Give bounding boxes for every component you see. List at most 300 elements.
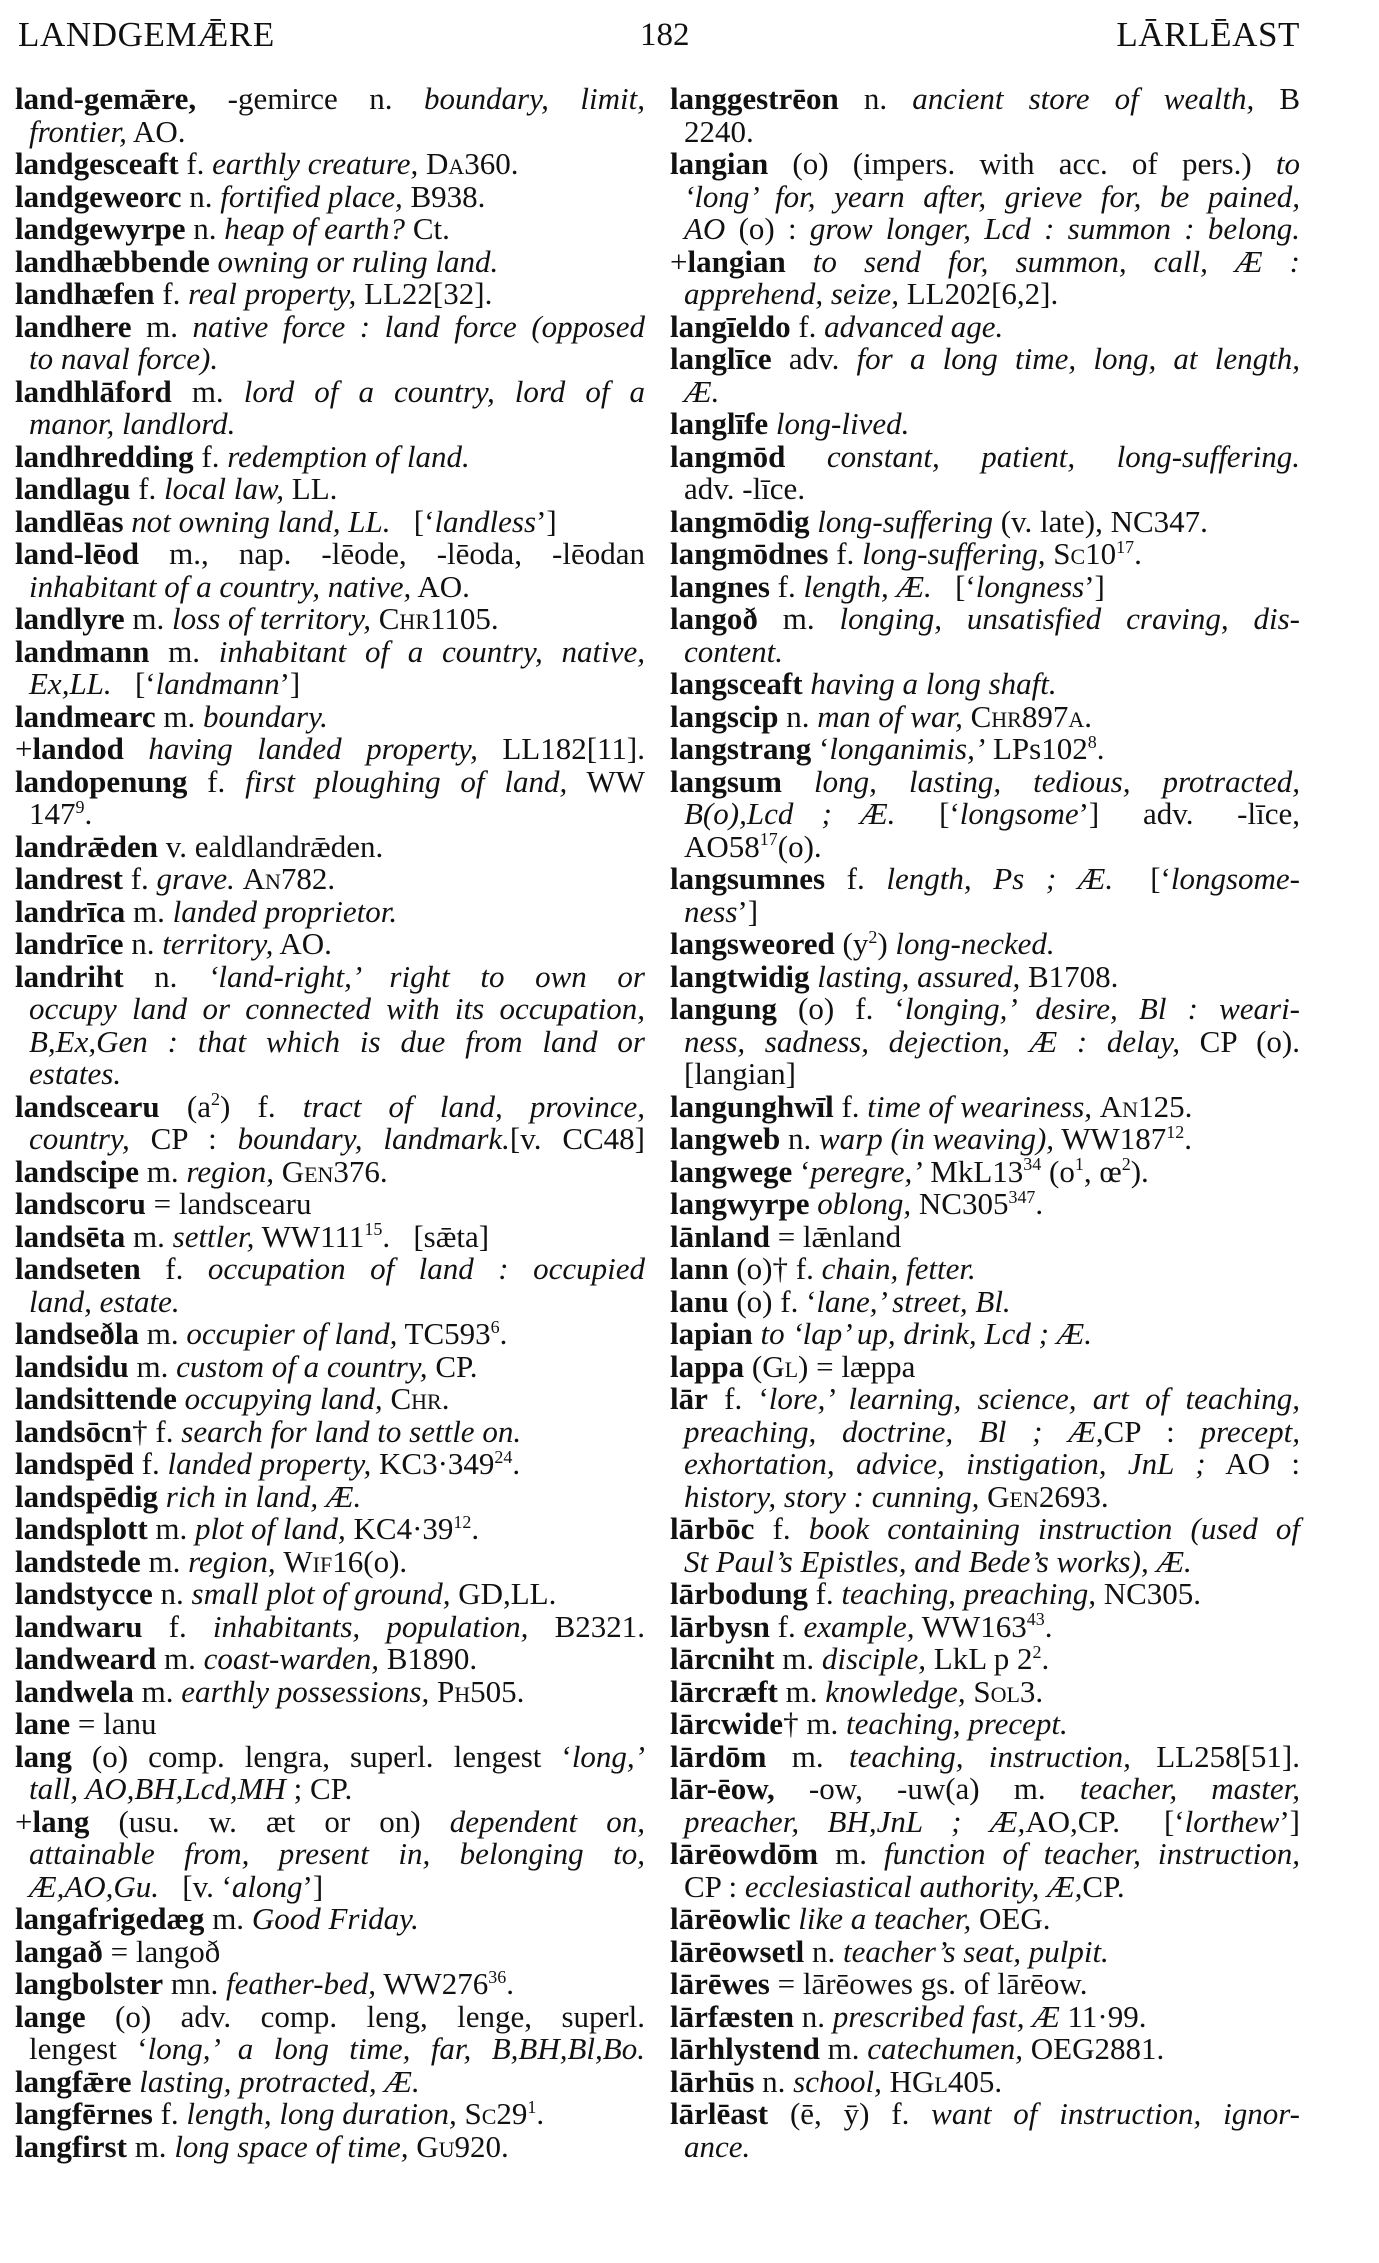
roman-text: LL22[32]. (356, 276, 493, 311)
entry-line (15, 178, 645, 214)
entry-line (670, 1478, 1300, 1514)
roman-text: LL182[11]. (477, 731, 645, 766)
roman-text: . (1035, 1186, 1044, 1221)
italic-gloss: B,Ex,Gen : that which is due from land or (29, 1023, 645, 1059)
italic-gloss: length, long duration, (186, 2096, 457, 2131)
small-caps-reference: Gl (762, 1348, 799, 1384)
dictionary-entry (15, 698, 645, 734)
dictionary-entry (15, 1578, 645, 1611)
headword: lane (15, 1706, 71, 1741)
roman-text: mn. (163, 1966, 226, 2001)
dictionary-entry (670, 668, 1300, 701)
italic-gloss: longanimis,’ (829, 731, 986, 766)
italic-gloss: lorthew (1184, 1803, 1280, 1839)
italic-gloss: small plot of ground, (191, 1576, 451, 1611)
small-caps-reference: Sol (973, 1673, 1020, 1709)
roman-text: . (441, 1381, 450, 1416)
headword: landsidu (15, 1348, 129, 1384)
italic-gloss: to (1275, 146, 1300, 181)
dictionary-entry (670, 993, 1300, 1091)
entry-line (670, 603, 1300, 636)
roman-text: f. (807, 1576, 842, 1611)
dictionary-entry (670, 1218, 1300, 1254)
italic-gloss: teacher’s seat, pulpit. (843, 1933, 1109, 1969)
italic-gloss: prescribed fast, Æ (832, 1998, 1060, 2034)
headword: langfirst (15, 2128, 127, 2164)
headword: langian (670, 146, 769, 181)
dictionary-entry (15, 2098, 645, 2131)
dictionary-entry (15, 863, 645, 896)
italic-gloss: landed property, (167, 1446, 372, 1481)
entry-line (15, 893, 645, 929)
headword: landscipe (15, 1153, 140, 1189)
headword: langian (687, 243, 786, 279)
entry-line (670, 1513, 1300, 1546)
roman-text: m. (139, 1316, 187, 1351)
roman-text: m. (125, 1218, 173, 1254)
roman-text: 360. (464, 146, 519, 181)
dictionary-entry (670, 1188, 1300, 1221)
dictionary-entry (15, 1218, 645, 1254)
headword: langfērnes (15, 2096, 153, 2131)
roman-text (235, 861, 243, 896)
dictionary-entry (15, 763, 646, 831)
italic-gloss: ness (684, 893, 738, 929)
superscript: 36 (488, 1966, 507, 1987)
italic-gloss: warp (in weaving), (819, 1121, 1055, 1156)
italic-gloss: occupy land or connected with its occupation, (29, 991, 645, 1026)
roman-text: . (1044, 1608, 1053, 1644)
headword: landopenung (15, 763, 188, 799)
roman-text: (o)† f. (728, 1251, 822, 1286)
italic-gloss: longsome- (1170, 861, 1300, 896)
roman-text: 125. (1138, 1088, 1193, 1124)
italic-gloss: teaching, precept. (845, 1706, 1068, 1741)
roman-text: = lārēowes gs. of lārēow. (769, 1966, 1088, 2001)
roman-text: m. (147, 1511, 196, 1546)
roman-text: [‘ (111, 666, 156, 701)
entry-line (670, 1348, 1300, 1384)
headword: landsittende (15, 1381, 177, 1416)
roman-text: = lanu (70, 1706, 157, 1741)
italic-gloss: Ex,LL. (29, 666, 112, 701)
superscript: 12 (1166, 1121, 1185, 1142)
headword: lārbodung (670, 1576, 808, 1611)
roman-text: n. (152, 1576, 192, 1611)
entry-line (15, 603, 645, 636)
roman-text: TC593 (397, 1316, 491, 1351)
italic-gloss: grave. (156, 861, 235, 896)
roman-text: 1105. (430, 601, 499, 636)
italic-gloss: teaching, instruction, (848, 1738, 1131, 1774)
italic-gloss: earthly possessions, (181, 1673, 430, 1709)
dictionary-entry (670, 1643, 1300, 1676)
roman-text: 10 (1085, 536, 1117, 571)
roman-text: . [sǣta] (382, 1218, 490, 1254)
dictionary-entry (15, 83, 645, 148)
roman-text: m. (777, 1673, 826, 1709)
italic-gloss: owning or ruling land. (209, 243, 499, 279)
dictionary-entry (15, 178, 645, 214)
headword: lārēowsetl (670, 1933, 805, 1969)
italic-gloss: manor, landlord. (29, 406, 236, 441)
italic-gloss: advanced age. (824, 308, 1004, 344)
italic-gloss: local law, (164, 471, 285, 506)
roman-text: WW276 (376, 1966, 489, 2001)
roman-text: Ct. (405, 211, 450, 246)
headword: lārēowdōm (670, 1836, 819, 1871)
dictionary-entry (15, 308, 645, 376)
dictionary-entry (670, 1383, 1300, 1513)
entry-line (670, 1868, 1300, 1904)
italic-gloss: long-lived. (768, 406, 910, 441)
roman-text (429, 1674, 437, 1709)
italic-gloss: fortified place, (220, 178, 403, 214)
italic-gloss: boundary, landmark. (237, 1121, 510, 1156)
italic-gloss: teacher, master, (1079, 1771, 1300, 1806)
superscript: 8 (1087, 731, 1097, 752)
entry-line (670, 798, 1300, 831)
superscript: 1 (1074, 1154, 1084, 1175)
entry-line (670, 1708, 1300, 1741)
italic-gloss: Æ,AO,Gu. (29, 1868, 160, 1904)
dictionary-entry (15, 1643, 645, 1676)
roman-text: 147 (29, 796, 76, 831)
entry-line (15, 2128, 645, 2164)
headword: lānland (670, 1218, 770, 1254)
roman-text: 16(o). (332, 1543, 408, 1579)
entry-line (15, 1478, 645, 1514)
entry-line (15, 1933, 645, 1969)
headword: langsceaft (670, 666, 803, 701)
headword: langmōd (670, 438, 786, 474)
roman-text: f. (754, 1511, 809, 1546)
small-caps-reference: Sc (1053, 536, 1086, 571)
roman-text: f. (122, 861, 157, 896)
roman-text: WW163 (914, 1608, 1027, 1644)
entry-line (15, 148, 645, 181)
italic-gloss: having landed property, (123, 731, 478, 766)
roman-text: n. (778, 698, 818, 734)
roman-text: n. (123, 958, 209, 994)
small-caps-reference: An (1099, 1088, 1139, 1124)
headword: langweb (670, 1121, 781, 1156)
entry-line (15, 733, 645, 766)
entry-line (670, 278, 1300, 311)
italic-gloss: school, (793, 2063, 882, 2099)
entry-line (15, 1998, 645, 2034)
headword: landscoru (15, 1186, 146, 1221)
superscript: 347 (1008, 1186, 1036, 1207)
entry-line (15, 1968, 645, 2001)
entry-line (15, 1838, 645, 1871)
headword: landgesceaft (15, 146, 179, 181)
small-caps-reference: l (934, 2063, 948, 2099)
headword: langlīfe (670, 406, 769, 441)
headword: langsumnes (670, 861, 826, 896)
roman-text: n. (181, 178, 221, 214)
italic-gloss: Æ. (684, 373, 720, 409)
italic-gloss: catechumen, (867, 2031, 1024, 2066)
roman-text: CP : (1103, 1413, 1201, 1449)
dictionary-entry (670, 958, 1300, 994)
italic-gloss: man of war, (817, 698, 963, 734)
headword: langmōdig (670, 503, 810, 539)
italic-gloss: region, (186, 1153, 274, 1189)
headword: landhlāford (15, 373, 172, 409)
roman-text: CP (o). (1180, 1023, 1300, 1059)
roman-text: ; CP. (285, 1771, 353, 1806)
entry-line (670, 2033, 1300, 2066)
headword: lann (670, 1251, 729, 1286)
roman-text: . (536, 2096, 545, 2131)
entry-line (670, 308, 1300, 344)
entry-line (670, 343, 1300, 376)
dictionary-entry (15, 1478, 645, 1514)
superscript: 2 (210, 1089, 220, 1110)
entry-line (15, 1608, 645, 1644)
entry-line (670, 213, 1300, 246)
entry-line (15, 538, 645, 571)
superscript: 2 (1032, 1641, 1042, 1662)
entry-line (15, 798, 645, 831)
roman-text: = landscearu (145, 1186, 312, 1221)
roman-text: CP : (684, 1868, 745, 1904)
dictionary-entry (15, 538, 645, 603)
roman-text: B938. (402, 178, 486, 214)
italic-gloss: long,’ (571, 1738, 645, 1774)
entry-line (670, 863, 1300, 896)
roman-text: ( (744, 1348, 763, 1384)
dictionary-entry (15, 373, 645, 441)
dictionary-entry (15, 1933, 645, 1969)
dictionary-entry (670, 568, 1300, 604)
roman-text: AO,CP. [‘ (1025, 1803, 1185, 1839)
italic-gloss: land, estate. (29, 1283, 180, 1319)
entry-line (15, 763, 646, 799)
roman-text: . (1184, 1121, 1192, 1156)
entry-line (670, 1968, 1300, 2001)
headword: landrest (15, 861, 123, 896)
entry-line (15, 1283, 645, 1319)
roman-text: NC305 (911, 1186, 1009, 1221)
dictionary-entry (670, 1903, 1300, 1936)
italic-gloss: lore,’ learning, science, art of teaching, (768, 1381, 1300, 1416)
roman-text: m. (774, 1641, 822, 1676)
entry-line (670, 148, 1300, 181)
italic-gloss: grow longer, Lcd : summon : belong. (809, 211, 1300, 246)
entry-line (670, 1578, 1300, 1611)
roman-text: [langian] (684, 1056, 796, 1091)
headword: lang (15, 1738, 72, 1774)
roman-text: (o). (777, 828, 822, 864)
headword: landsplott (15, 1511, 148, 1546)
roman-text (274, 1154, 282, 1189)
superscript: 24 (494, 1446, 513, 1467)
roman-text: AO : (1205, 1446, 1300, 1481)
roman-text: (usu. w. æt or on) (89, 1803, 450, 1839)
roman-text: CP : (129, 1121, 238, 1156)
italic-gloss: book containing instruction (used of (808, 1511, 1300, 1546)
italic-gloss: landed proprietor. (172, 893, 398, 929)
dictionary-entry (15, 1088, 645, 1156)
entry-line (15, 1738, 645, 1774)
small-caps-reference: Gu (416, 2128, 455, 2164)
superscript: 2 (1121, 1154, 1131, 1175)
entry-line (670, 1123, 1300, 1156)
roman-text: . (512, 1446, 521, 1481)
roman-text: -ow, -uw(a) m. (774, 1771, 1080, 1806)
roman-text: f. (178, 146, 213, 181)
roman-text: AO58 (684, 828, 760, 864)
roman-text: 782. (280, 861, 336, 896)
dictionary-entry (670, 1253, 1300, 1286)
headword: lārcræft (670, 1673, 778, 1709)
dictionary-entry (15, 1803, 646, 1904)
roman-text: n. (793, 1998, 833, 2034)
roman-text: f. (828, 536, 863, 571)
headword: lār (670, 1381, 708, 1416)
roman-text: AO. (273, 926, 332, 961)
headword: landmearc (15, 698, 156, 734)
italic-gloss: native force : land force (opposed (192, 308, 645, 344)
dictionary-entry (15, 503, 645, 539)
roman-text: [‘ (895, 796, 960, 831)
superscript: 17 (759, 829, 778, 850)
dictionary-entry (15, 213, 645, 246)
headword: landlagu (15, 471, 131, 506)
roman-text: m. (204, 1901, 252, 1936)
italic-gloss: country, (29, 1121, 130, 1156)
small-caps-reference: An (242, 861, 281, 896)
headword: lārbysn (670, 1608, 770, 1644)
italic-gloss: AO (684, 211, 726, 246)
headword: lanu (670, 1283, 729, 1319)
italic-gloss: long space of time, (174, 2128, 409, 2164)
entry-line (670, 243, 1300, 279)
superscript: 12 (453, 1511, 472, 1532)
headword: langsum (670, 763, 782, 799)
headword: langoð (670, 601, 758, 636)
dictionary-entry (670, 1088, 1300, 1124)
roman-text: f. (193, 438, 228, 474)
entry-line (670, 928, 1300, 961)
roman-text: [‘ (390, 503, 435, 539)
dictionary-entry (670, 503, 1300, 539)
italic-gloss: real property, (188, 276, 357, 311)
dictionary-entry (670, 928, 1300, 961)
entry-line (15, 2063, 645, 2099)
entry-line (670, 1218, 1300, 1254)
roman-text: f. (140, 1251, 208, 1286)
entry-line (670, 1903, 1300, 1936)
roman-text: ’] (536, 503, 557, 539)
entry-line (670, 993, 1300, 1026)
italic-gloss: exhortation, advice, instigation, JnL ; (684, 1446, 1206, 1481)
entry-line (15, 1903, 645, 1936)
entry-line (15, 473, 645, 506)
entry-line (670, 1153, 1300, 1189)
dictionary-entry (670, 408, 1300, 441)
entry-line (670, 1448, 1300, 1481)
roman-text: v. ealdlandrǣden. (157, 828, 384, 864)
entry-line (15, 568, 645, 604)
roman-text: B1890. (378, 1641, 478, 1676)
dictionary-entry (15, 1708, 645, 1741)
roman-text: LL202[6,2]. (898, 276, 1059, 311)
roman-text: n. (123, 926, 163, 961)
entry-line (15, 958, 645, 994)
entry-line (15, 1448, 645, 1481)
italic-gloss: longing, unsatisfied craving, dis- (839, 601, 1300, 636)
dictionary-entry (15, 148, 645, 181)
italic-gloss: precept, (1200, 1413, 1300, 1449)
entry-line (15, 1673, 645, 1709)
italic-gloss: length, Æ. (803, 568, 932, 604)
entry-line (15, 2098, 645, 2131)
entry-line (15, 1218, 645, 1254)
right-column (670, 83, 1300, 2163)
italic-gloss: lasting, assured, (809, 958, 1021, 994)
roman-text: m. (140, 1543, 189, 1579)
roman-text: f. ‘ (707, 1381, 769, 1416)
entry-line (670, 408, 1300, 441)
roman-text: + (670, 243, 688, 279)
dictionary-entry (670, 1578, 1300, 1611)
roman-text: 2240. (684, 113, 754, 149)
headword: landwaru (15, 1608, 143, 1644)
headword: langbolster (15, 1966, 164, 2001)
roman-text: . (84, 796, 93, 831)
entry-line (15, 438, 645, 474)
dictionary-entry (15, 603, 645, 636)
headword: landlēas (15, 503, 124, 539)
small-caps-reference: Wif (283, 1543, 333, 1579)
small-caps-reference: Gen (281, 1153, 334, 1189)
roman-text: + (15, 1803, 33, 1839)
entry-line (15, 1058, 645, 1091)
entry-line (15, 1318, 645, 1351)
roman-text: . (1041, 1641, 1050, 1676)
italic-gloss: long,’ a long time, far, B,BH,Bl,Bo. (147, 2031, 645, 2066)
roman-text (963, 699, 971, 734)
roman-text: 2693. (1038, 1478, 1109, 1514)
dictionary-entry (670, 763, 1300, 864)
dictionary-entry (15, 1153, 645, 1189)
italic-gloss: long-suffering (809, 503, 993, 539)
roman-text: adv. -līce. (684, 471, 806, 506)
dictionary-entry (670, 1123, 1300, 1156)
italic-gloss: history, story : cunning, (684, 1478, 980, 1514)
entry-line (15, 1383, 645, 1416)
headword: langwege (670, 1153, 793, 1189)
superscript: 43 (1026, 1609, 1045, 1630)
italic-gloss: to send for, summon, call, Æ : (785, 243, 1300, 279)
italic-gloss: lane,’ street, Bl. (816, 1283, 1011, 1319)
roman-text: = langoð (102, 1933, 221, 1969)
headword: langunghwīl (670, 1088, 834, 1124)
roman-text (418, 146, 426, 181)
italic-gloss: heap of earth? (224, 211, 406, 246)
entry-line (670, 178, 1300, 214)
entry-line (670, 1023, 1300, 1059)
roman-text: ’] (302, 1868, 324, 1904)
italic-gloss: function of teacher, instruction, (883, 1836, 1300, 1871)
italic-gloss: redemption of land. (227, 438, 470, 474)
italic-gloss: occupying land, (176, 1381, 383, 1416)
dictionary-entry (670, 1773, 1300, 1838)
headword: landriht (15, 958, 124, 994)
